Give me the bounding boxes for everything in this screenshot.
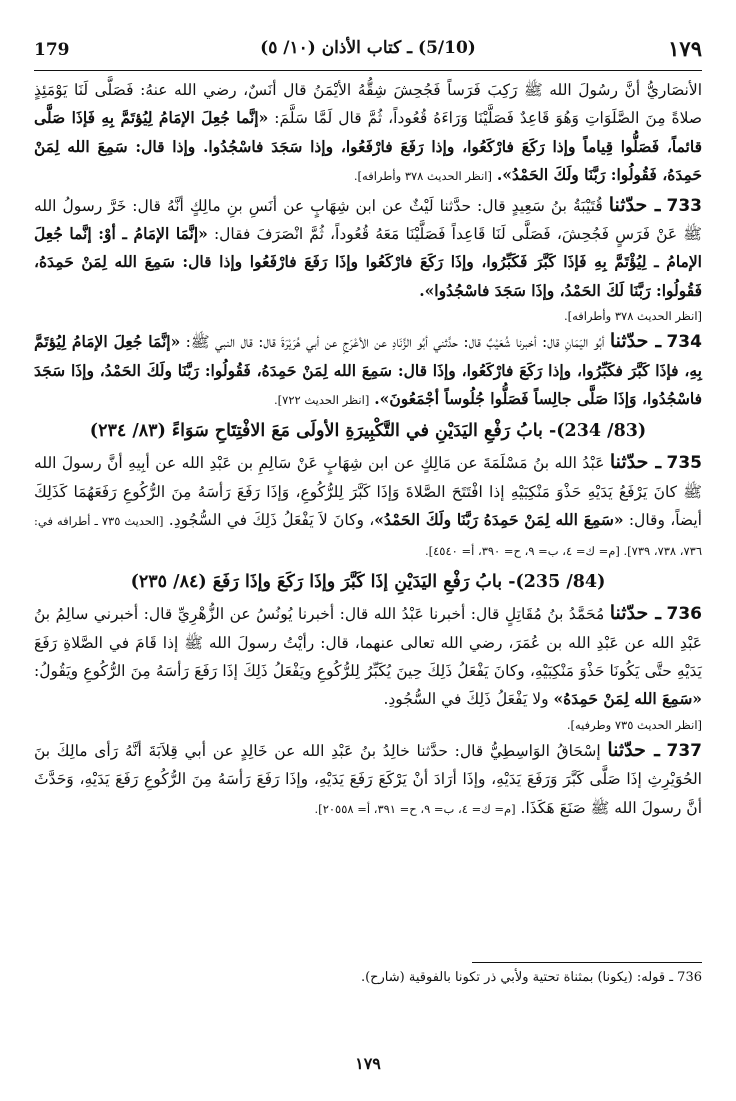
haddathana-marker: ـ حدّثنا (609, 451, 662, 474)
hadith-text: عَبْدُ الله بنُ مَسْلَمَةَ عن مَالِكٍ عن ابن شِهَابٍ عَنْ سَالِمِ بن عَبْدِ الله عن أبِيهِ أنَّ رسولَ الله ﷺ كانَ يَرْفَعُ يَدَيْهِ حَذْوَ مَنْكِبَيْهِ إذا افْتَتَحَ الصَّلاةَ وَإذَا كَبَّرَ لِلرُّكُوعِ، وَإذَا رَفَعَ رَأسَهُ مِنَ الرُّكُوعِ رَفَعَهُمَا كَذَلِكَ أيضاً، وقال: (34, 454, 702, 530)
header-rule (34, 70, 702, 71)
hadith-number: 737 (666, 740, 702, 761)
hadith-735-reference: [الحديث ٧٣٥ ـ أطرافه في: ٧٣٦، ٧٣٨، ٧٣٩]. [م= ك= ٤، ب= ٩، ح= ٣٩٠، أ= ٤٥٤٠]. (34, 514, 702, 558)
page-number-latin: 179 (34, 40, 70, 60)
intro-hadith-quote: «إنَّما جُعِلَ الإمَامُ لِيُؤتَمَّ بِهِ فَإذَا صَلَّى قائماً، فَصَلُّوا قِياماً وإذا رَكَعَ فارْكَعُوا، وإذا رَفَعَ فارْفَعُوا، وإذا سَجَدَ فاسْجُدُوا. وإذا قال: سَمِعَ الله لِمَنْ حَمِدَهُ، فَقُولُوا: رَبَّنَا ولَكَ الحَمْدُ». (34, 108, 702, 185)
hadith-text-end: ولا يَفْعَلُ ذَلِكَ في السُّجُودِ. (383, 690, 554, 709)
haddathana-marker: ـ حدّثنا (609, 602, 662, 625)
footnote: 736 ـ قوله: (يكونا) بمثناة تحتية ولأبي ذر تكونا بالفوقية (شارح). (360, 970, 702, 985)
hadith-number: 735 (666, 453, 702, 474)
running-title: (5/10) ـ كتاب الأذان (١٠/ ٥) (260, 38, 476, 58)
hadith-734-reference: [انظر الحديث ٧٢٢]. (274, 393, 370, 408)
hadith-number: 736 (666, 604, 702, 625)
footer-page-number: ١٧٩ (355, 1054, 381, 1073)
hadith-quote: «سَمِعَ الله لِمَنْ حَمِدَهُ» (553, 689, 702, 709)
hadith-text: مُحَمَّدُ بنُ مُقَاتِلٍ قال: أخبرنا عَبْدُ الله قال: أخبرنا يُونُسُ عن الزُّهْرِيِّ قال: أخبرني سالِمُ بنُ عَبْدِ الله عن عَبْدِ الله بن عُمَرَ، رضي الله تعالى عنهما، قال: رأيْتُ رسولَ الله ﷺ إذا قَامَ في الصَّلاةِ رَفَعَ يَدَيْهِ حتَّى يَكُونَا حَذْوَ مَنْكِبَيْهِ، وكانَ يَفْعَلُ ذَلِكَ حِينَ يُكَبِّرُ لِلرُّكُوعِ ويَفْعَلُ ذَلِكَ إذَا رَفَعَ رَأسَهُ مِنَ الرُّكُوعِ ويَقُولُ: (34, 605, 702, 680)
haddathana-marker: ـ حدّثنا (607, 738, 660, 761)
hadith-quote: «سَمِعَ الله لِمَنْ حَمِدَهُ رَبَّنَا ولَكَ الحَمْدُ» (374, 510, 624, 530)
hadith-text: أبُو اليَمَانِ قال: أخبرنا شُعَيْبٌ قال: حدَّثني أبُو الزِّنَادِ عن الأعْرَجِ عن أبي هُرَيْرَةَ قال: قال النبي ﷺ: (180, 333, 610, 352)
running-header (34, 34, 702, 68)
hadith-quote: «إنَّمَا جُعِلَ الإمَامُ لِيُؤتَمَّ بِهِ، فإذَا كَبَّرَ فكَبِّرُوا، وإذا رَكَعَ فارْكَعُوا، وإذَا قال: سَمِعَ الله لِمَنْ حَمِدَهُ، فَقُولُوا: رَبَّنَا ولَكَ الحَمْدُ، وإذَا سَجَدَ فاسْجُدُوا، وَإذَا صَلَّى جالِساً فَصَلُّوا جُلُوساً أجْمَعُونَ». (34, 332, 702, 409)
hadith-736 (34, 599, 702, 714)
page-number-arabic: ١٧٩ (668, 36, 702, 61)
hadith-text: إسْحَاقُ الوَاسِطِيُّ قال: حدَّثنا خالِدُ بنُ عَبْدِ الله عن خَالِدٍ عن أبي قِلاَبَةَ أنَّهُ رَأى مالِكَ بنَ الحُوَيْرِثِ إذَا صَلَّى كَبَّرَ وَرَفَعَ يَدَيْهِ، وإذَا أرَادَ أنْ يَرْكَعَ رَفَعَ يَدَيْهِ، وإذَا رَفَعَ رَأسَهُ مِنَ الرُّكُوعِ رَفَعَ يَدَيْهِ، وَحَدَّثَ أنَّ رسولَ الله ﷺ صَنَعَ هَكَذَا. (34, 741, 702, 817)
hadith-text-end: ، وكانَ لاَ يَفْعَلُ ذَلِكَ في السُّجُودِ. (168, 511, 375, 530)
hadith-number: 733 (666, 195, 703, 216)
hadith-quote: «إنَّمَا الإمَامُ ـ أوْ: إنَّما جُعِلَ الإمامُ ـ لِيُؤْتَمَّ بِهِ فَإذَا كَبَّرَ فَكَبِّرُوا، وإذَا رَكَعَ فارْكَعُوا وإذَا رَفَعَ فارْفَعُوا وإذا قال: سَمِعَ الله لِمَنْ حَمِدَهُ، فَقُولُوا: رَبَّنَا لَكَ الحَمْدُ، وإذَا سَجَدَ فاسْجُدُوا». (34, 224, 702, 300)
intro-paragraph (34, 76, 702, 191)
hadith-733 (34, 191, 702, 306)
chapter-heading-235: (84/ 235)- بابُ رَفْعِ اليَدَيْنِ إذَا كَبَّرَ وإذَا رَكَعَ وإذَا رَفَعَ (٨٤/ ٢٣٥) (130, 572, 606, 593)
hadith-735 (34, 448, 702, 565)
main-text (34, 76, 702, 823)
hadith-736-reference: [انظر الحديث ٧٣٥ وطرفيه]. (566, 717, 702, 732)
haddathana-marker: ـ حدّثنا (608, 193, 661, 216)
hadith-734 (34, 327, 702, 414)
hadith-text: قُتَيْبَةُ بنُ سَعِيدٍ قال: حدَّثنا لَيْثٌ عن ابن شِهَابٍ عن أنَسِ بنِ مالِكٍ أنَّهُ قال: خَرَّ رسولُ الله ﷺ عَنْ فَرَسٍ فَجُحِشَ، فَصَلَّى لَنَا قَاعِداً فَصَلَّيْنَا مَعَهُ قُعُوداً، ثُمَّ انْصَرَفَ فقال: (34, 196, 702, 244)
footnote-rule (472, 962, 702, 963)
hadith-number: 734 (666, 332, 702, 353)
chapter-heading-234: (83/ 234)- بابُ رَفْعِ اليَدَيْنِ في التَّكْبِيرَةِ الأولَى مَعَ الافْتِتَاحِ سَوَاءً (٨٣/ ٢٣٤) (89, 421, 647, 442)
hadith-733-reference: [انظر الحديث ٣٧٨ وأطرافه]. (563, 309, 702, 324)
intro-text: الأنصَاريُّ أنَّ رسُولَ الله ﷺ رَكِبَ فَرَساً فَجُحِشَ شِقُّهُ الأيْمَنُ قال أنَسٌ، رضي الله عنهُ: فَصَلَّى لَنَا يَوْمَئِذٍ صلاةً مِنَ الصَّلَوَاتِ وَهُوَ قَاعِدٌ فَصَلَّيْنَا وَرَاءَهُ قُعُوداً، ثُمَّ قال لَمَّا سَلَّمَ: (34, 81, 702, 128)
hadith-737 (34, 736, 702, 823)
haddathana-marker: ـ حدّثنا (609, 330, 662, 353)
intro-reference: [انظر الحديث ٣٧٨ وأطرافه]. (353, 169, 492, 184)
hadith-737-reference: [م= ك= ٤، ب= ٩، ح= ٣٩١، أ= ٢٠٥٥٨]. (314, 801, 516, 816)
